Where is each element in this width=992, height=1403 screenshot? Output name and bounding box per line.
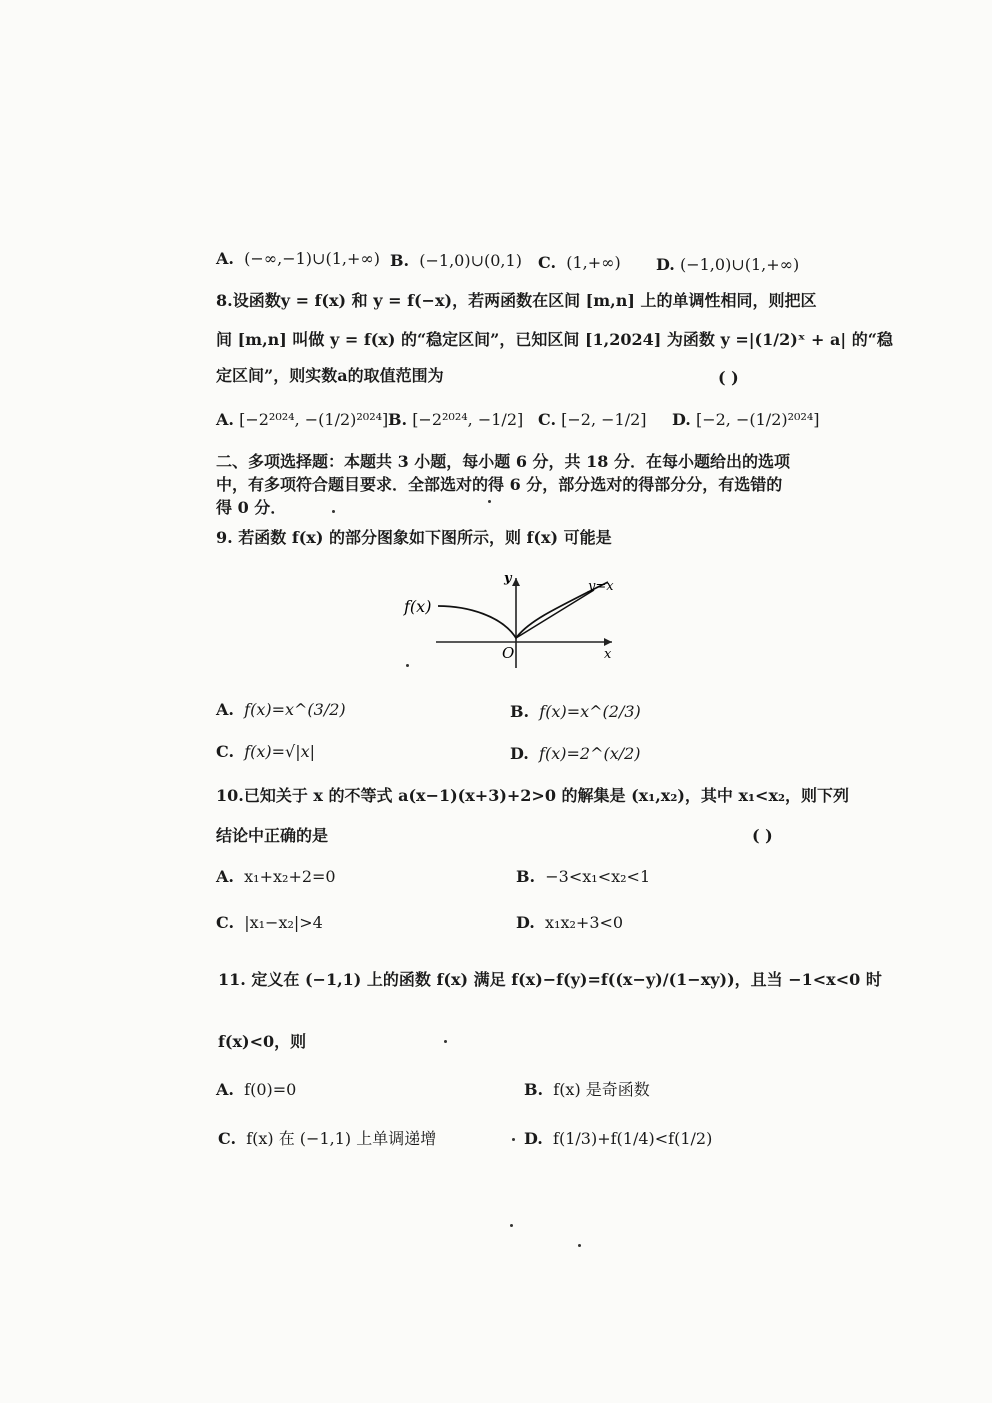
q10-option-c: C. |x₁−x₂|>4 <box>216 913 323 932</box>
q8-stem-line1: 8.设函数y = f(x) 和 y = f(−x)，若两函数在区间 [m,n] 上的单调性相同，则把区 <box>216 291 817 310</box>
y-equals-x-label: y=x <box>588 579 614 594</box>
q11-stem-line2: f(x)<0，则 <box>218 1032 307 1051</box>
x-axis-label: x <box>604 647 612 662</box>
q9-option-a: A. f(x)=x^(3/2) <box>216 700 346 719</box>
q8-answer-paren: ( ) <box>718 368 739 387</box>
q9-option-d: D. f(x)=2^(x/2) <box>510 744 641 763</box>
q11-option-a: A. f(0)=0 <box>216 1080 297 1099</box>
scan-speck <box>406 664 409 667</box>
y-axis-arrow <box>512 578 520 586</box>
scan-speck <box>332 510 335 513</box>
q10-option-d: D. x₁x₂+3<0 <box>516 913 624 932</box>
x-axis-arrow <box>604 638 612 646</box>
q7-option-c: C. (1,+∞) <box>538 253 621 272</box>
q7-option-b: B. (−1,0)∪(0,1) <box>390 251 522 270</box>
q11-option-b: B. f(x) 是奇函数 <box>524 1080 650 1099</box>
scan-speck <box>512 1138 515 1141</box>
q9-option-c: C. f(x)=√|x| <box>216 742 316 761</box>
q10-option-a: A. x₁+x₂+2=0 <box>216 867 336 886</box>
q7-option-a: A. (−∞,−1)∪(1,+∞) <box>216 249 380 268</box>
q10-answer-paren: ( ) <box>752 826 773 845</box>
q8-option-c: C. [−2, −1/2] <box>538 410 647 429</box>
scan-speck <box>578 1244 581 1247</box>
q8-option-a: A. [−2²⁰²⁴, −(1/2)²⁰²⁴] <box>216 410 389 429</box>
q8-stem-line2: 间 [m,n] 叫做 y = f(x) 的“稳定区间”，已知区间 [1,2024] 为函数 y =|(1/2)ˣ + a| 的“稳 <box>216 330 893 349</box>
y-axis-label: y <box>504 571 512 586</box>
scan-speck <box>510 1224 513 1227</box>
q11-option-d: D. f(1/3)+f(1/4)<f(1/2) <box>524 1129 713 1148</box>
y-equals-x-line <box>516 590 594 638</box>
q10-stem-line1: 10.已知关于 x 的不等式 a(x−1)(x+3)+2>0 的解集是 (x₁,x₂)，其中 x₁<x₂，则下列 <box>216 786 849 805</box>
q8-option-d: D. [−2, −(1/2)²⁰²⁴] <box>672 410 820 429</box>
scan-speck <box>488 500 491 503</box>
q10-option-b: B. −3<x₁<x₂<1 <box>516 867 651 886</box>
q7-option-d: D. (−1,0)∪(1,+∞) <box>656 255 800 274</box>
section-2-instructions: 二、多项选择题：本题共 3 小题，每小题 6 分，共 18 分．在每小题给出的选项中，有多项符合题目要求．全部选对的得 6 分，部分选对的得部分分，有选错的得 0 分． <box>216 452 790 517</box>
q8-option-b: B. [−2²⁰²⁴, −1/2] <box>388 410 524 429</box>
fx-curve <box>438 582 608 638</box>
q11-option-c: C. f(x) 在 (−1,1) 上单调递增 <box>218 1129 437 1148</box>
q9-function-graph <box>398 568 624 672</box>
q8-stem-line3: 定区间”，则实数a的取值范围为 <box>216 366 444 385</box>
q9-option-b: B. f(x)=x^(2/3) <box>510 702 641 721</box>
q9-stem: 9. 若函数 f(x) 的部分图象如下图所示，则 f(x) 可能是 <box>216 528 612 547</box>
scan-speck <box>444 1040 447 1043</box>
q11-stem-line1: 11. 定义在 (−1,1) 上的函数 f(x) 满足 f(x)−f(y)=f((x−y)/(1−xy))，且当 −1<x<0 时 <box>218 970 882 989</box>
q10-stem-line2: 结论中正确的是 <box>216 826 329 845</box>
fx-label: f(x) <box>404 597 432 616</box>
origin-label: O <box>502 644 515 662</box>
